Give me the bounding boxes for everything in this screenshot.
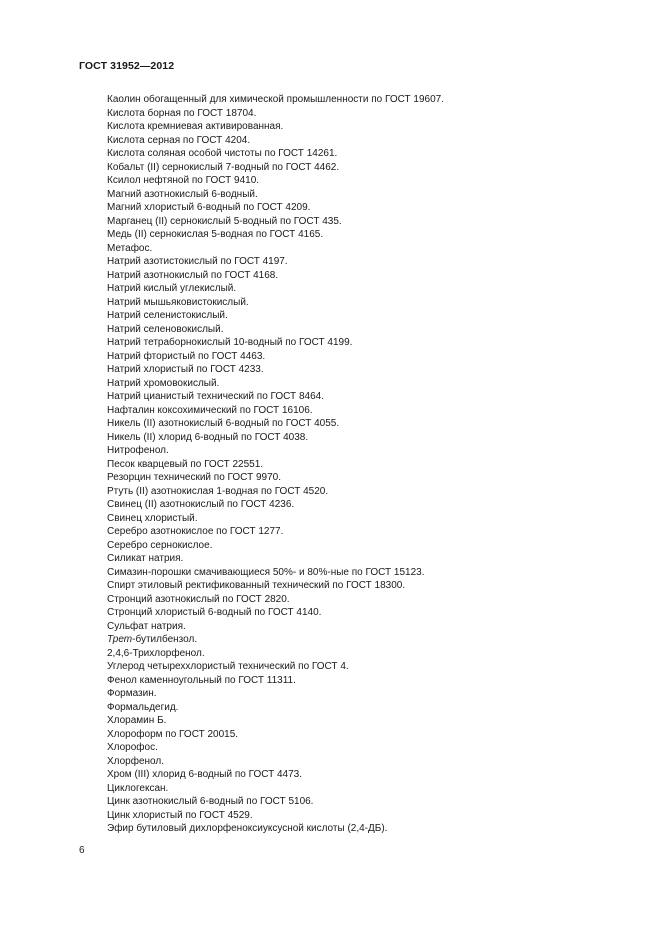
list-item: Натрий селенистокислый. <box>107 310 228 321</box>
italic-prefix: Трет <box>107 634 133 645</box>
list-item: Каолин обогащенный для химической промышленности по ГОСТ 19607. <box>107 94 444 105</box>
list-item: Сульфат натрия. <box>107 620 186 632</box>
list-item: Кислота соляная особой чистоты по ГОСТ 14261. <box>107 148 338 159</box>
list-item: Кислота кремниевая активированная. <box>107 121 284 132</box>
list-item: Симазин-порошки смачивающиеся 50%- и 80%-ные по ГОСТ 15123. <box>107 566 425 578</box>
list-item: Натрий кислый углекислый. <box>107 283 237 294</box>
list-item: Нитрофенол. <box>107 445 169 456</box>
list-item: Хлороформ по ГОСТ 20015. <box>107 728 239 740</box>
list-item: Свинец хлористый. <box>107 512 198 524</box>
list-item-italic-prefix <box>107 633 444 647</box>
list-item: Кобальт (II) сернокислый 7-водный по ГОСТ 4462. <box>107 161 340 173</box>
list-item: Ртуть (II) азотнокислая 1-водная по ГОСТ 4520. <box>107 485 329 497</box>
list-item: 2,4,6-Трихлорфенол. <box>107 647 205 659</box>
list-item: Натрий тетраборнокислый 10-водный по ГОСТ 4199. <box>107 337 353 348</box>
page-number: 6 <box>79 845 85 856</box>
list-item: Формазин. <box>107 688 157 699</box>
list-item: Ксилол нефтяной по ГОСТ 9410. <box>107 175 260 186</box>
list-item: Никель (II) хлорид 6-водный по ГОСТ 4038. <box>107 431 309 443</box>
list-item: Магний азотнокислый 6-водный. <box>107 188 258 200</box>
list-item: Натрий селеновокислый. <box>107 323 224 335</box>
list-item: Свинец (II) азотнокислый по ГОСТ 4236. <box>107 499 295 510</box>
list-item: Эфир бутиловый дихлорфеноксиуксусной кислоты (2,4-ДБ). <box>107 823 388 834</box>
list-item: Кислота борная по ГОСТ 18704. <box>107 107 257 119</box>
list-item: Цинк хлористый по ГОСТ 4529. <box>107 809 253 821</box>
list-item: Формальдегид. <box>107 701 179 713</box>
list-item: Серебро сернокислое. <box>107 539 213 551</box>
list-item: Натрий азотнокислый по ГОСТ 4168. <box>107 269 279 281</box>
list-item: Спирт этиловый ректификованный технический по ГОСТ 18300. <box>107 580 406 591</box>
list-item: Магний хлористый 6-водный по ГОСТ 4209. <box>107 202 311 213</box>
list-item: Хром (III) хлорид 6-водный по ГОСТ 4473. <box>107 769 303 780</box>
list-item: Цинк азотнокислый 6-водный по ГОСТ 5106. <box>107 796 314 807</box>
list-item: Фенол каменноугольный по ГОСТ 11311. <box>107 674 296 686</box>
list-item: Резорцин технический по ГОСТ 9970. <box>107 472 281 483</box>
list-item: Нафталин коксохимический по ГОСТ 16106. <box>107 404 313 416</box>
list-item: Марганец (II) сернокислый 5-водный по ГОСТ 435. <box>107 215 342 227</box>
list-item: Серебро азотнокислое по ГОСТ 1277. <box>107 526 284 537</box>
list-item: Стронций азотнокислый по ГОСТ 2820. <box>107 593 290 605</box>
item-rest: -бутилбензол. <box>132 634 198 645</box>
list-item: Никель (II) азотнокислый 6-водный по ГОСТ 4055. <box>107 418 340 429</box>
list-item: Метафос. <box>107 242 153 254</box>
list-item: Натрий мышьяковистокислый. <box>107 296 249 308</box>
list-item: Натрий цианистый технический по ГОСТ 8464. <box>107 391 324 402</box>
list-item: Натрий хлористый по ГОСТ 4233. <box>107 364 264 375</box>
list-item: Стронций хлористый 6-водный по ГОСТ 4140. <box>107 607 322 618</box>
list-item: Хлорофос. <box>107 742 158 753</box>
reagent-list <box>107 93 444 836</box>
list-item: Натрий азотистокислый по ГОСТ 4197. <box>107 256 288 267</box>
list-item: Медь (II) сернокислая 5-водная по ГОСТ 4165. <box>107 229 324 240</box>
list-item: Песок кварцевый по ГОСТ 22551. <box>107 458 264 470</box>
list-item: Углерод четыреххлористый технический по ГОСТ 4. <box>107 661 349 672</box>
list-item: Хлорамин Б. <box>107 715 167 726</box>
list-item: Циклогексан. <box>107 782 169 794</box>
list-item: Натрий хромовокислый. <box>107 377 220 389</box>
list-item: Кислота серная по ГОСТ 4204. <box>107 134 251 146</box>
list-item: Хлорфенол. <box>107 755 165 767</box>
page-header: ГОСТ 31952—2012 <box>79 60 175 72</box>
list-item: Натрий фтористый по ГОСТ 4463. <box>107 350 266 362</box>
list-item: Силикат натрия. <box>107 553 184 564</box>
